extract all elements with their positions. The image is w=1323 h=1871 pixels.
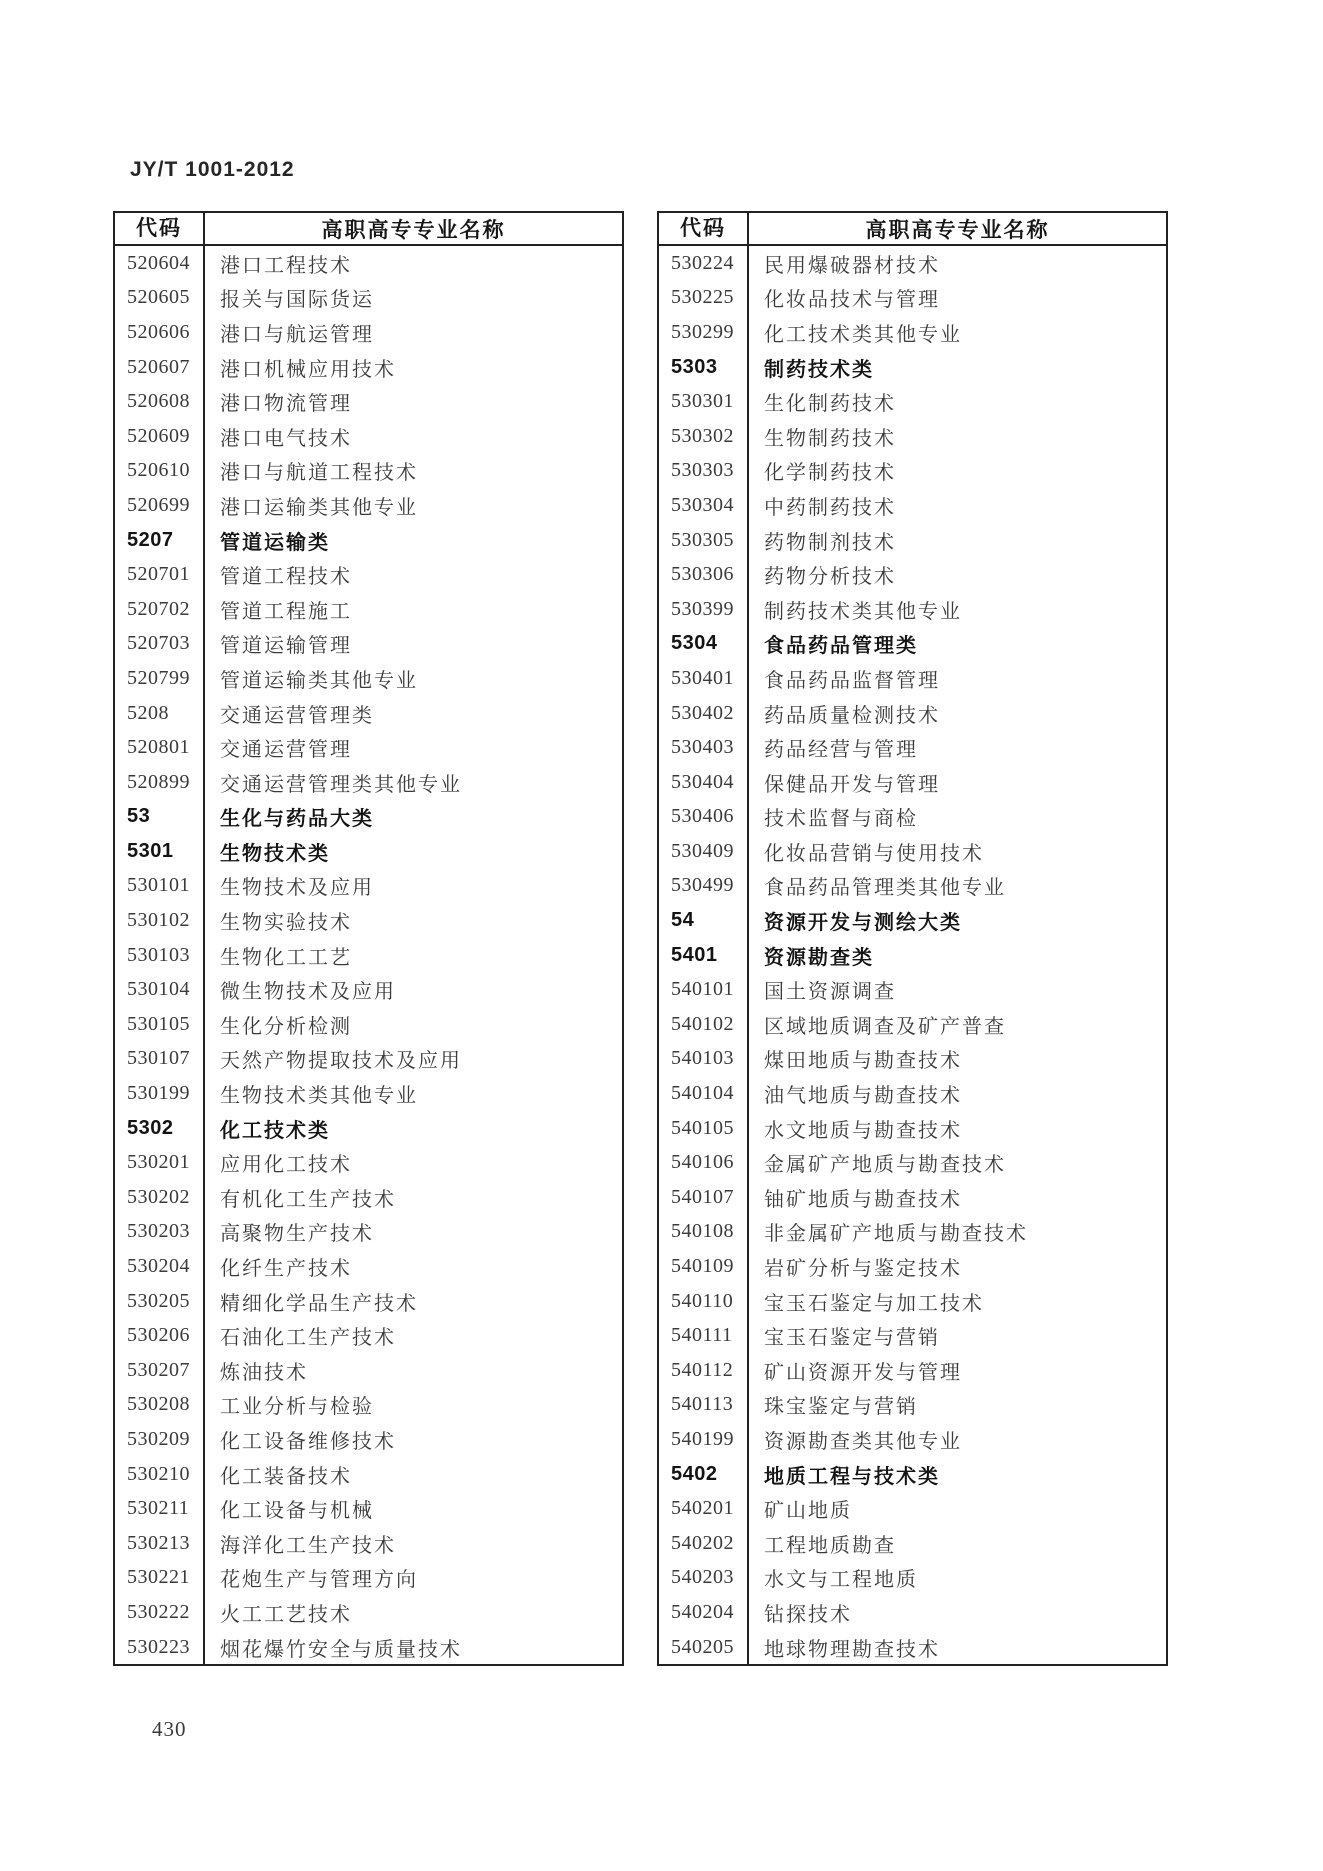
- code-cell: 5302: [115, 1111, 205, 1146]
- name-cell: 中药制药技术: [764, 496, 896, 519]
- code-cell: 540202: [659, 1526, 749, 1561]
- table-row: [659, 696, 1166, 731]
- table-row: [115, 730, 622, 765]
- code-cell: 530213: [115, 1526, 205, 1561]
- table-row: [115, 592, 622, 627]
- name-cell: 矿山资源开发与管理: [764, 1361, 962, 1384]
- table-row: [115, 246, 622, 281]
- name-cell: 药物制剂技术: [764, 531, 896, 554]
- name-cell: 地质工程与技术类: [764, 1465, 940, 1488]
- code-cell: 5402: [659, 1457, 749, 1492]
- table-row: [115, 661, 622, 696]
- table-row: [115, 488, 622, 523]
- code-cell: 540102: [659, 1007, 749, 1042]
- table-row: [115, 281, 622, 316]
- table-row: [115, 1042, 622, 1077]
- name-cell: 微生物技术及应用: [220, 981, 396, 1004]
- name-cell: 宝玉石鉴定与营销: [764, 1327, 940, 1350]
- name-cell: 港口与航运管理: [220, 323, 374, 346]
- code-cell: 54: [659, 903, 749, 938]
- table-row: [115, 1422, 622, 1457]
- name-cell: 港口与航道工程技术: [220, 462, 418, 485]
- table-row: [659, 1561, 1166, 1596]
- name-cell: 火工工艺技术: [220, 1603, 352, 1626]
- code-cell: 540201: [659, 1491, 749, 1526]
- name-cell: 非金属矿产地质与勘查技术: [764, 1223, 1028, 1246]
- table-body: [659, 246, 1166, 1664]
- code-cell: 530209: [115, 1422, 205, 1457]
- name-cell: 化工技术类: [220, 1119, 330, 1142]
- name-cell: 管道运输类: [220, 531, 330, 554]
- name-cell: 化纤生产技术: [220, 1258, 352, 1281]
- code-cell: 520606: [115, 315, 205, 350]
- table-row: [115, 938, 622, 973]
- code-cell: 530402: [659, 696, 749, 731]
- table-row: [115, 972, 622, 1007]
- code-cell: 530404: [659, 765, 749, 800]
- table-row: [115, 1180, 622, 1215]
- name-cell: 资源开发与测绘大类: [764, 912, 962, 935]
- table-row: [115, 419, 622, 454]
- table-row: [115, 1145, 622, 1180]
- code-cell: 540199: [659, 1422, 749, 1457]
- code-cell: 540108: [659, 1215, 749, 1250]
- name-cell: 矿山地质: [764, 1500, 852, 1523]
- name-cell: 区域地质调查及矿产普查: [764, 1015, 1006, 1038]
- code-cell: 530409: [659, 834, 749, 869]
- code-cell: 530107: [115, 1042, 205, 1077]
- name-cell: 交通运营管理: [220, 739, 352, 762]
- code-cell: 5401: [659, 938, 749, 973]
- table-row: [659, 592, 1166, 627]
- table-row: [115, 903, 622, 938]
- table-row: [659, 1111, 1166, 1146]
- table-row: [659, 557, 1166, 592]
- table-row: [115, 1215, 622, 1250]
- name-cell: 化妆品营销与使用技术: [764, 842, 984, 865]
- name-cell: 食品药品监督管理: [764, 669, 940, 692]
- table-row: [115, 315, 622, 350]
- code-cell: 530203: [115, 1215, 205, 1250]
- name-cell: 生物技术及应用: [220, 877, 374, 900]
- code-cell: 530101: [115, 869, 205, 904]
- name-cell: 宝玉石鉴定与加工技术: [764, 1292, 984, 1315]
- code-cell: 530304: [659, 488, 749, 523]
- name-cell: 地球物理勘查技术: [764, 1638, 940, 1661]
- table-row: [115, 696, 622, 731]
- code-cell: 540107: [659, 1180, 749, 1215]
- code-cell: 53: [115, 800, 205, 835]
- table-row: [115, 557, 622, 592]
- name-cell: 水文地质与勘查技术: [764, 1119, 962, 1142]
- code-cell: 520899: [115, 765, 205, 800]
- code-cell: 530305: [659, 523, 749, 558]
- code-cell: 530223: [115, 1630, 205, 1665]
- name-cell: 炼油技术: [220, 1361, 308, 1384]
- name-cell: 生物技术类其他专业: [220, 1085, 418, 1108]
- code-cell: 520607: [115, 350, 205, 385]
- code-cell: 530221: [115, 1561, 205, 1596]
- name-cell: 烟花爆竹安全与质量技术: [220, 1638, 462, 1661]
- code-cell: 530499: [659, 869, 749, 904]
- name-cell: 生化分析检测: [220, 1015, 352, 1038]
- name-column-header: 高职高专专业名称: [321, 218, 506, 242]
- name-cell: 管道运输类其他专业: [220, 669, 418, 692]
- code-cell: 520610: [115, 454, 205, 489]
- table-header-row: [659, 213, 1166, 246]
- code-cell: 540103: [659, 1042, 749, 1077]
- table-row: [659, 1076, 1166, 1111]
- table-row: [659, 523, 1166, 558]
- name-cell: 食品药品管理类其他专业: [764, 877, 1006, 900]
- code-cell: 5304: [659, 627, 749, 662]
- table-row: [659, 661, 1166, 696]
- table-row: [659, 1526, 1166, 1561]
- table-row: [659, 350, 1166, 385]
- table-row: [659, 1457, 1166, 1492]
- code-cell: 520703: [115, 627, 205, 662]
- code-cell: 540112: [659, 1353, 749, 1388]
- table-row: [115, 1457, 622, 1492]
- code-cell: 530401: [659, 661, 749, 696]
- table-row: [659, 938, 1166, 973]
- name-cell: 花炮生产与管理方向: [220, 1569, 418, 1592]
- name-cell: 生化制药技术: [764, 393, 896, 416]
- code-cell: 530222: [115, 1595, 205, 1630]
- code-cell: 530208: [115, 1388, 205, 1423]
- name-cell: 药品经营与管理: [764, 739, 918, 762]
- code-cell: 540205: [659, 1630, 749, 1665]
- name-cell: 国土资源调查: [764, 981, 896, 1004]
- table-row: [115, 1249, 622, 1284]
- table-row: [115, 1353, 622, 1388]
- code-cell: 540203: [659, 1561, 749, 1596]
- table-row: [659, 1318, 1166, 1353]
- name-cell: 资源勘查类其他专业: [764, 1430, 962, 1453]
- table-row: [115, 800, 622, 835]
- name-cell: 报关与国际货运: [220, 289, 374, 312]
- name-cell: 药品质量检测技术: [764, 704, 940, 727]
- table-row: [115, 869, 622, 904]
- table-header-row: [115, 213, 622, 246]
- name-cell: 天然产物提取技术及应用: [220, 1050, 462, 1073]
- code-cell: 530403: [659, 730, 749, 765]
- majors-table-right: [657, 211, 1168, 1666]
- code-cell: 520801: [115, 730, 205, 765]
- name-cell: 有机化工生产技术: [220, 1188, 396, 1211]
- code-cell: 530103: [115, 938, 205, 973]
- code-cell: 530207: [115, 1353, 205, 1388]
- table-row: [659, 1491, 1166, 1526]
- name-cell: 化工装备技术: [220, 1465, 352, 1488]
- code-cell: 5301: [115, 834, 205, 869]
- code-cell: 530225: [659, 281, 749, 316]
- code-cell: 530199: [115, 1076, 205, 1111]
- code-cell: 530299: [659, 315, 749, 350]
- name-cell: 管道运输管理: [220, 635, 352, 658]
- table-row: [659, 1180, 1166, 1215]
- table-row: [115, 384, 622, 419]
- name-cell: 制药技术类其他专业: [764, 600, 962, 623]
- code-cell: 540105: [659, 1111, 749, 1146]
- code-cell: 530202: [115, 1180, 205, 1215]
- name-cell: 港口物流管理: [220, 393, 352, 416]
- code-cell: 540110: [659, 1284, 749, 1319]
- table-row: [659, 454, 1166, 489]
- table-row: [659, 903, 1166, 938]
- name-cell: 应用化工技术: [220, 1154, 352, 1177]
- table-row: [115, 1076, 622, 1111]
- code-cell: 530306: [659, 557, 749, 592]
- code-cell: 530205: [115, 1284, 205, 1319]
- table-row: [659, 1007, 1166, 1042]
- name-cell: 制药技术类: [764, 358, 874, 381]
- name-cell: 食品药品管理类: [764, 635, 918, 658]
- name-cell: 钻探技术: [764, 1603, 852, 1626]
- code-cell: 540113: [659, 1388, 749, 1423]
- name-cell: 石油化工生产技术: [220, 1327, 396, 1350]
- table-row: [115, 1388, 622, 1423]
- table-row: [115, 1284, 622, 1319]
- name-cell: 岩矿分析与鉴定技术: [764, 1258, 962, 1281]
- code-cell: 530201: [115, 1145, 205, 1180]
- code-cell: 530399: [659, 592, 749, 627]
- code-cell: 530104: [115, 972, 205, 1007]
- code-cell: 520701: [115, 557, 205, 592]
- table-row: [115, 627, 622, 662]
- code-cell: 520605: [115, 281, 205, 316]
- name-cell: 铀矿地质与勘查技术: [764, 1188, 962, 1211]
- table-body: [115, 246, 622, 1664]
- name-cell: 技术监督与商检: [764, 808, 918, 831]
- name-cell: 工业分析与检验: [220, 1396, 374, 1419]
- name-cell: 煤田地质与勘查技术: [764, 1050, 962, 1073]
- code-cell: 520609: [115, 419, 205, 454]
- table-row: [659, 834, 1166, 869]
- code-cell: 540111: [659, 1318, 749, 1353]
- table-row: [659, 730, 1166, 765]
- table-row: [115, 1318, 622, 1353]
- name-cell: 精细化学品生产技术: [220, 1292, 418, 1315]
- table-row: [659, 1215, 1166, 1250]
- code-cell: 520799: [115, 661, 205, 696]
- code-cell: 520702: [115, 592, 205, 627]
- code-column-header: 代码: [659, 213, 749, 244]
- name-cell: 化工设备维修技术: [220, 1430, 396, 1453]
- table-row: [659, 869, 1166, 904]
- name-cell: 油气地质与勘查技术: [764, 1085, 962, 1108]
- code-cell: 540104: [659, 1076, 749, 1111]
- table-row: [115, 1111, 622, 1146]
- table-row: [115, 765, 622, 800]
- code-column-header: 代码: [115, 213, 205, 244]
- table-row: [115, 350, 622, 385]
- table-row: [115, 1630, 622, 1665]
- table-row: [115, 1595, 622, 1630]
- table-row: [115, 1491, 622, 1526]
- name-cell: 港口机械应用技术: [220, 358, 396, 381]
- code-cell: 530105: [115, 1007, 205, 1042]
- code-cell: 530406: [659, 800, 749, 835]
- table-row: [659, 1422, 1166, 1457]
- table-row: [659, 488, 1166, 523]
- name-cell: 生物技术类: [220, 842, 330, 865]
- name-cell: 化工技术类其他专业: [764, 323, 962, 346]
- name-cell: 化学制药技术: [764, 462, 896, 485]
- page-number: 430: [152, 1717, 187, 1741]
- table-row: [659, 384, 1166, 419]
- majors-table-left: [113, 211, 624, 1666]
- table-row: [659, 1595, 1166, 1630]
- table-row: [659, 315, 1166, 350]
- table-row: [659, 1630, 1166, 1665]
- code-cell: 540204: [659, 1595, 749, 1630]
- name-cell: 化妆品技术与管理: [764, 289, 940, 312]
- code-cell: 540109: [659, 1249, 749, 1284]
- code-cell: 5303: [659, 350, 749, 385]
- name-cell: 管道工程技术: [220, 566, 352, 589]
- name-cell: 生物制药技术: [764, 427, 896, 450]
- name-cell: 海洋化工生产技术: [220, 1534, 396, 1557]
- table-row: [659, 1042, 1166, 1077]
- name-cell: 港口运输类其他专业: [220, 496, 418, 519]
- table-row: [115, 1007, 622, 1042]
- table-row: [659, 281, 1166, 316]
- code-cell: 540101: [659, 972, 749, 1007]
- table-row: [115, 1561, 622, 1596]
- name-cell: 资源勘查类: [764, 946, 874, 969]
- code-cell: 530204: [115, 1249, 205, 1284]
- name-cell: 水文与工程地质: [764, 1569, 918, 1592]
- table-row: [659, 972, 1166, 1007]
- name-cell: 生物化工工艺: [220, 946, 352, 969]
- name-cell: 港口电气技术: [220, 427, 352, 450]
- name-cell: 管道工程施工: [220, 600, 352, 623]
- table-row: [115, 834, 622, 869]
- table-row: [115, 454, 622, 489]
- code-cell: 530224: [659, 246, 749, 281]
- table-row: [659, 1353, 1166, 1388]
- code-cell: 540106: [659, 1145, 749, 1180]
- doc-number: JY/T 1001-2012: [130, 158, 295, 181]
- code-cell: 530210: [115, 1457, 205, 1492]
- table-row: [115, 1526, 622, 1561]
- code-cell: 530211: [115, 1491, 205, 1526]
- table-row: [659, 800, 1166, 835]
- name-cell: 化工设备与机械: [220, 1500, 374, 1523]
- name-cell: 金属矿产地质与勘查技术: [764, 1154, 1006, 1177]
- name-cell: 生物实验技术: [220, 912, 352, 935]
- code-cell: 520604: [115, 246, 205, 281]
- table-row: [659, 1145, 1166, 1180]
- code-cell: 530102: [115, 903, 205, 938]
- code-cell: 530206: [115, 1318, 205, 1353]
- code-cell: 520699: [115, 488, 205, 523]
- code-cell: 520608: [115, 384, 205, 419]
- table-row: [659, 765, 1166, 800]
- table-row: [659, 1284, 1166, 1319]
- table-row: [659, 246, 1166, 281]
- code-cell: 5207: [115, 523, 205, 558]
- name-cell: 高聚物生产技术: [220, 1223, 374, 1246]
- table-row: [659, 627, 1166, 662]
- name-cell: 民用爆破器材技术: [764, 254, 940, 277]
- name-cell: 交通运营管理类: [220, 704, 374, 727]
- code-cell: 530302: [659, 419, 749, 454]
- name-cell: 保健品开发与管理: [764, 773, 940, 796]
- name-cell: 生化与药品大类: [220, 808, 374, 831]
- code-cell: 5208: [115, 696, 205, 731]
- table-row: [115, 523, 622, 558]
- name-cell: 港口工程技术: [220, 254, 352, 277]
- table-row: [659, 1388, 1166, 1423]
- name-cell: 工程地质勘查: [764, 1534, 896, 1557]
- name-cell: 交通运营管理类其他专业: [220, 773, 462, 796]
- table-row: [659, 1249, 1166, 1284]
- name-column-header: 高职高专专业名称: [865, 218, 1050, 242]
- code-cell: 530301: [659, 384, 749, 419]
- name-cell: 药物分析技术: [764, 566, 896, 589]
- name-cell: 珠宝鉴定与营销: [764, 1396, 918, 1419]
- table-row: [659, 419, 1166, 454]
- code-cell: 530303: [659, 454, 749, 489]
